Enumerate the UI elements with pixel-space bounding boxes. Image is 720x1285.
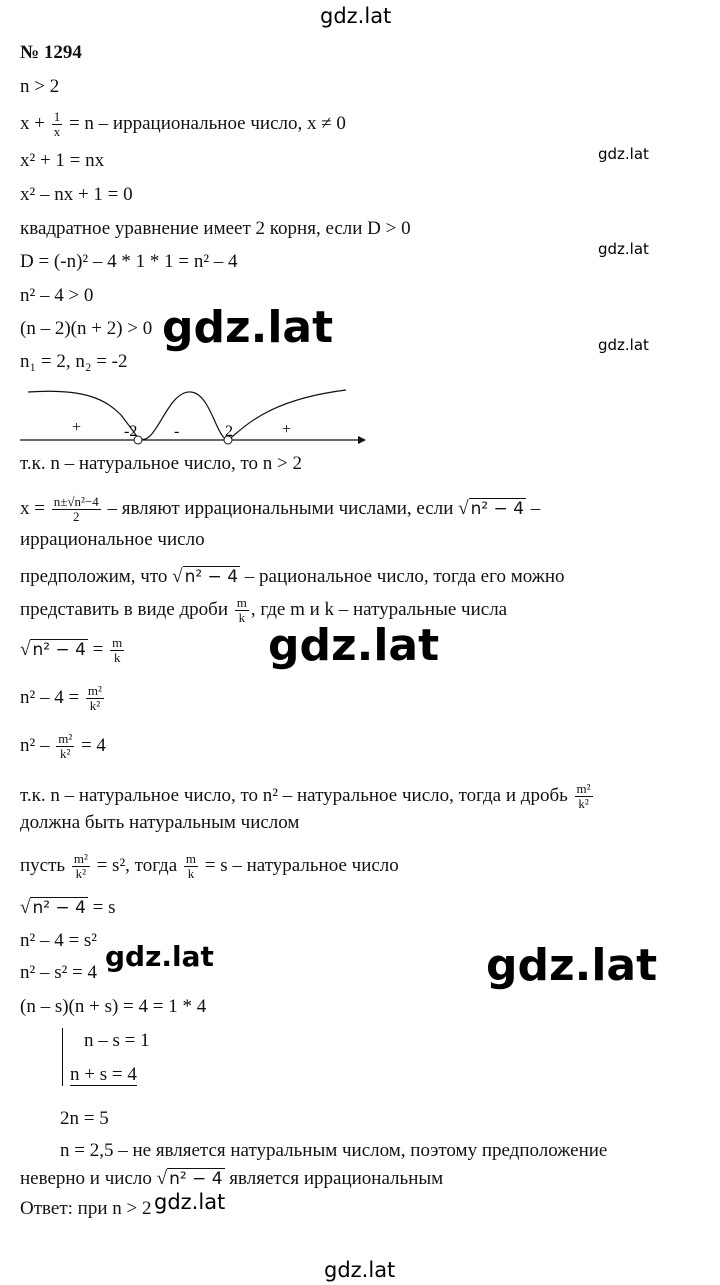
fraction-numerator: m²	[576, 781, 591, 796]
line-equation	[20, 897, 116, 919]
sqrt-expression: √ n² − 4	[172, 566, 239, 587]
text: = s², тогда	[91, 854, 182, 876]
text: – являют иррациональными числами, если	[102, 497, 459, 519]
text: =	[87, 638, 109, 660]
sqrt-expression: √ n² − 4	[156, 1168, 223, 1189]
fraction	[52, 495, 101, 524]
fraction-denominator: k	[238, 610, 246, 625]
line-inequality: (n – 2)(n + 2) > 0	[20, 318, 153, 339]
fraction	[184, 852, 198, 881]
radicand: n² − 4	[470, 498, 525, 519]
radicand: n² − 4	[184, 567, 239, 587]
text: неверно и число	[20, 1168, 157, 1189]
watermark-large-2: gdz.lat	[268, 620, 440, 671]
sign-label: +	[282, 421, 292, 438]
text: = s – натуральное число	[200, 854, 399, 876]
text: предположим, что	[20, 566, 173, 587]
line-assumption	[20, 566, 565, 588]
fraction-numerator: m	[185, 851, 197, 866]
line-discriminant: D = (-n)² – 4 * 1 * 1 = n² – 4	[20, 251, 238, 272]
fraction-numerator: m²	[87, 683, 102, 698]
fraction	[56, 732, 74, 761]
text: x =	[20, 497, 50, 519]
radicand: n² − 4	[169, 1169, 223, 1189]
text: = n – иррациональное число, x ≠ 0	[64, 112, 346, 134]
text: , где m и k – натуральные числа	[250, 598, 508, 620]
fraction-numerator: m²	[73, 851, 88, 866]
line-equation: x² + 1 = nx	[20, 150, 105, 171]
fraction-denominator: k²	[578, 796, 589, 811]
text: является иррациональным	[224, 1168, 444, 1189]
line-text: квадратное уравнение имеет 2 корня, если D > 0	[20, 218, 411, 239]
watermark-medium: gdz.lat	[105, 940, 214, 973]
text: n + s = 4	[70, 1064, 137, 1085]
watermark-large-1: gdz.lat	[162, 302, 334, 353]
text: представить в виде дроби	[20, 598, 233, 620]
fraction-denominator: k²	[60, 746, 71, 761]
text: – рациональное число, тогда его можно	[240, 566, 565, 587]
watermark-small-3: gdz.lat	[598, 336, 649, 354]
problem-number: № 1294	[20, 42, 82, 63]
system-equation-2	[70, 1064, 137, 1086]
answer-line: Ответ: при n > 2	[20, 1198, 152, 1219]
line-substitution	[20, 852, 399, 881]
line-equation	[20, 684, 106, 713]
line-condition: n > 2	[20, 76, 60, 97]
fraction-denominator: k²	[75, 866, 87, 881]
point-label: 2	[225, 423, 233, 440]
fraction-numerator: m	[236, 595, 247, 610]
text: = 4	[76, 734, 106, 756]
sign-label: -	[174, 423, 180, 440]
fraction-denominator: k	[187, 866, 195, 881]
fraction-numerator: m²	[58, 731, 73, 746]
line-text: иррациональное число	[20, 529, 205, 550]
fraction-denominator: x	[53, 124, 61, 139]
watermark-small-2: gdz.lat	[598, 240, 649, 258]
text: т.к. n – натуральное число, то n² – натуральное число, тогда и дробь	[20, 784, 573, 806]
line-equation	[20, 732, 106, 761]
line-text: т.к. n – натуральное число, то n > 2	[20, 453, 303, 474]
line-text: n = 2,5 – не является натуральным числом, поэтому предположение	[60, 1140, 608, 1161]
line-equation: 2n = 5	[60, 1108, 109, 1129]
radicand: n² − 4	[32, 898, 86, 918]
line-roots: n₁ = 2, n₂ = -2	[20, 351, 128, 372]
line-text	[20, 782, 595, 811]
fraction-numerator: n±√n²−4	[53, 494, 99, 509]
sqrt-expression: √ n² − 4	[20, 638, 86, 660]
fraction	[86, 684, 104, 713]
axis-arrow	[358, 436, 366, 444]
text: x +	[20, 112, 50, 134]
watermark-large-3: gdz.lat	[486, 940, 658, 991]
fraction	[235, 596, 249, 625]
text: –	[526, 497, 541, 519]
system-equation-1: n – s = 1	[84, 1030, 150, 1051]
line-conclusion	[20, 1168, 443, 1190]
line-roots-formula	[20, 495, 540, 524]
fraction-denominator: k²	[89, 698, 101, 713]
point-label: -2	[124, 423, 138, 440]
fraction	[110, 636, 124, 665]
line-equation: (n – s)(n + s) = 4 = 1 * 4	[20, 996, 207, 1017]
fraction-numerator: 1	[53, 109, 61, 124]
fraction	[72, 852, 90, 881]
watermark-small-1: gdz.lat	[598, 145, 649, 163]
number-line-diagram	[16, 380, 366, 448]
sign-label: +	[72, 419, 82, 436]
line-fraction-text	[20, 596, 507, 625]
watermark-top: gdz.lat	[320, 4, 392, 28]
fraction	[575, 782, 593, 811]
fraction-denominator: k	[113, 650, 121, 665]
text: = s	[87, 897, 116, 918]
fraction-numerator: m	[112, 635, 123, 650]
fraction-denominator: 2	[72, 509, 80, 524]
fraction	[52, 110, 63, 139]
text: n² –	[20, 734, 55, 756]
line-equation-x	[20, 110, 346, 139]
text: пусть	[20, 854, 70, 876]
radicand: n² − 4	[32, 639, 86, 660]
text: n² – 4 =	[20, 686, 84, 708]
watermark-bottom: gdz.lat	[324, 1258, 396, 1282]
line-equation: x² – nx + 1 = 0	[20, 184, 133, 205]
line-equation: n² – 4 = s²	[20, 930, 98, 951]
sqrt-expression: √ n² − 4	[458, 497, 525, 519]
sqrt-expression: √ n² − 4	[20, 897, 86, 918]
line-equation: n² – s² = 4	[20, 962, 98, 983]
watermark-answer: gdz.lat	[154, 1190, 226, 1214]
line-text: должна быть натуральным числом	[20, 812, 300, 833]
line-inequality: n² – 4 > 0	[20, 285, 94, 306]
line-equation	[20, 636, 126, 665]
